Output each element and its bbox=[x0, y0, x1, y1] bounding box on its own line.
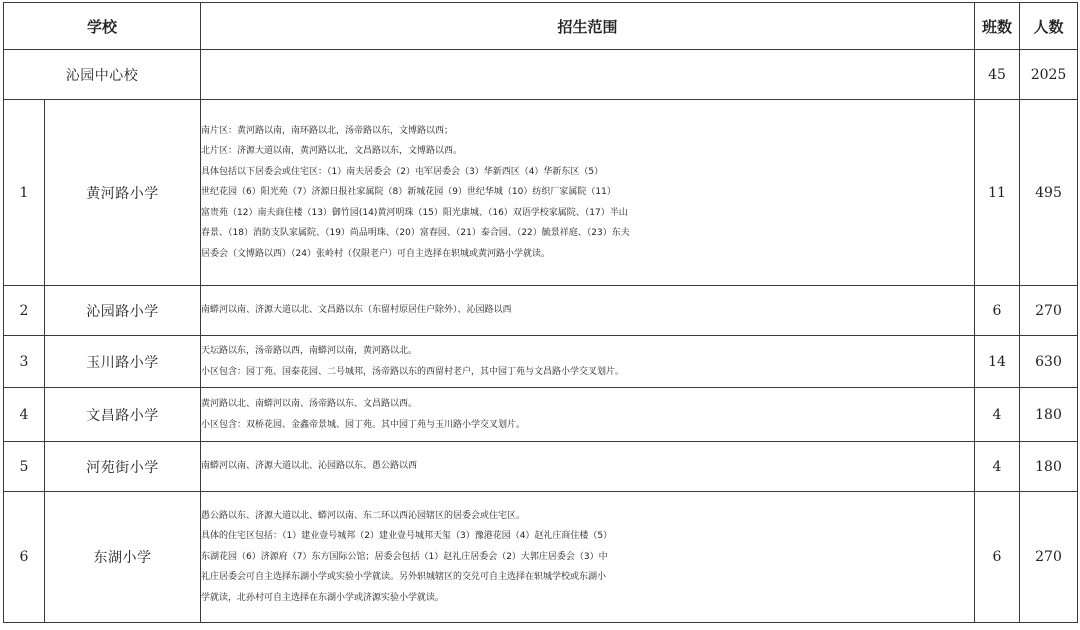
school-name: 东湖小学 bbox=[45, 492, 201, 623]
center-scope bbox=[201, 50, 975, 100]
table-row bbox=[4, 336, 1078, 388]
center-people: 2025 bbox=[1020, 50, 1078, 100]
center-classes: 45 bbox=[975, 50, 1020, 100]
scope-line: 天坛路以东，汤帝路以西，南蟒河以南，黄河路以北。 bbox=[201, 346, 418, 356]
student-count: 495 bbox=[1020, 100, 1078, 286]
table-row bbox=[4, 388, 1078, 442]
scope-line: 南蟒河以南、济源大道以北、文昌路以东（东留村原居住户除外）、沁园路以西 bbox=[201, 305, 512, 316]
row-number: 5 bbox=[4, 442, 45, 492]
scope-line: 具体包括以下居委会或住宅区：（1）南夫居委会（2）屯军居委会（3）华新西区（4）华新东区（5） bbox=[201, 166, 604, 177]
scope-line: 黄河路以北、南蟒河以南、汤帝路以东、文昌路以西。 bbox=[201, 399, 418, 409]
enrollment-scope bbox=[201, 388, 975, 442]
header-scope: 招生范围 bbox=[201, 3, 975, 50]
scope-line: 北片区：济源大道以南，黄河路以北，文昌路以东，文博路以西。 bbox=[201, 146, 463, 157]
class-count: 4 bbox=[975, 388, 1020, 442]
row-number: 6 bbox=[4, 492, 45, 623]
student-count: 270 bbox=[1020, 492, 1078, 623]
student-count: 630 bbox=[1020, 336, 1078, 388]
school-name: 沁园路小学 bbox=[45, 286, 201, 336]
scope-line: 南蟒河以南、济源大道以北、沁园路以东、愚公路以西 bbox=[201, 461, 418, 472]
enrollment-scope bbox=[201, 442, 975, 492]
class-count: 11 bbox=[975, 100, 1020, 286]
scope-line: 东湖花园（6）济源府（7）东方国际公馆；居委会包括（1）赵礼庄居委会（2）大郭庄居委会（3）中 bbox=[201, 551, 608, 562]
school-name: 黄河路小学 bbox=[45, 100, 201, 286]
table-row bbox=[4, 442, 1078, 492]
student-count: 180 bbox=[1020, 388, 1078, 442]
class-count: 4 bbox=[975, 442, 1020, 492]
scope-line: 春景、（18）消防支队家属院、（19）尚品明珠、（20）富春园、（21）泰合园、（22）毓景祥庭、（23）东夫 bbox=[201, 228, 630, 239]
scope-line: 居委会（文博路以西）（24）张岭村（仅限老户）可自主选择在轵城或黄河路小学就读。 bbox=[201, 248, 550, 259]
scope-line: 富贵苑（12）南夫商住楼（13）御竹园(14)黄河明珠（15）阳光康城、（16）双语学校家属院、（17）半山 bbox=[201, 207, 628, 218]
class-count: 6 bbox=[975, 492, 1020, 623]
table-row bbox=[4, 492, 1078, 623]
scope-line: 小区包含：双桥花园、金鑫帝景城、园丁苑。其中园丁苑与玉川路小学交叉划片。 bbox=[201, 419, 526, 430]
row-number: 4 bbox=[4, 388, 45, 442]
enrollment-scope bbox=[201, 286, 975, 336]
scope-line: 礼庄居委会可自主选择东湖小学或实验小学就读。另外轵城辖区的交兑可自主选择在轵城学校或东湖小 bbox=[201, 572, 607, 583]
table-row bbox=[4, 286, 1078, 336]
header-school: 学校 bbox=[4, 3, 201, 50]
row-number: 3 bbox=[4, 336, 45, 388]
school-name: 玉川路小学 bbox=[45, 336, 201, 388]
row-number: 2 bbox=[4, 286, 45, 336]
header-people: 人数 bbox=[1020, 3, 1078, 50]
header-classes: 班数 bbox=[975, 3, 1020, 50]
scope-line: 具体的住宅区包括：（1）建业壹号城邦（2）建业壹号城邦天玺（3）豫港花园（4）赵礼庄商住楼（5） bbox=[201, 531, 613, 542]
scope-line: 愚公路以东、济源大道以北、蟒河以南、东二环以西沁园辖区的居委会或住宅区。 bbox=[201, 510, 526, 521]
school-name: 河苑街小学 bbox=[45, 442, 201, 492]
enrollment-table bbox=[3, 2, 1078, 623]
scope-line: 小区包含：园丁苑、国泰花园、二号城邦，汤帝路以东的西留村老户，其中园丁苑与文昌路小学交叉划片。 bbox=[201, 366, 625, 377]
header-row bbox=[4, 3, 1078, 50]
student-count: 270 bbox=[1020, 286, 1078, 336]
row-number: 1 bbox=[4, 100, 45, 286]
scope-line: 学就读，北孙村可自主选择在东湖小学或济源实验小学就读。 bbox=[201, 592, 445, 603]
enrollment-scope bbox=[201, 492, 975, 623]
table-row bbox=[4, 100, 1078, 286]
school-name: 文昌路小学 bbox=[45, 388, 201, 442]
enrollment-scope bbox=[201, 100, 975, 286]
enrollment-scope bbox=[201, 336, 975, 388]
class-count: 14 bbox=[975, 336, 1020, 388]
center-row bbox=[4, 50, 1078, 100]
scope-line: 世纪花园（6）阳光苑（7）济源日报社家属院（8）新城花园（9）世纪华城（10）纺织厂家属院（11） bbox=[201, 187, 616, 198]
class-count: 6 bbox=[975, 286, 1020, 336]
student-count: 180 bbox=[1020, 442, 1078, 492]
scope-line: 南片区：黄河路以南，南环路以北，汤帝路以东，文博路以西； bbox=[201, 125, 454, 136]
center-name: 沁园中心校 bbox=[4, 50, 201, 100]
